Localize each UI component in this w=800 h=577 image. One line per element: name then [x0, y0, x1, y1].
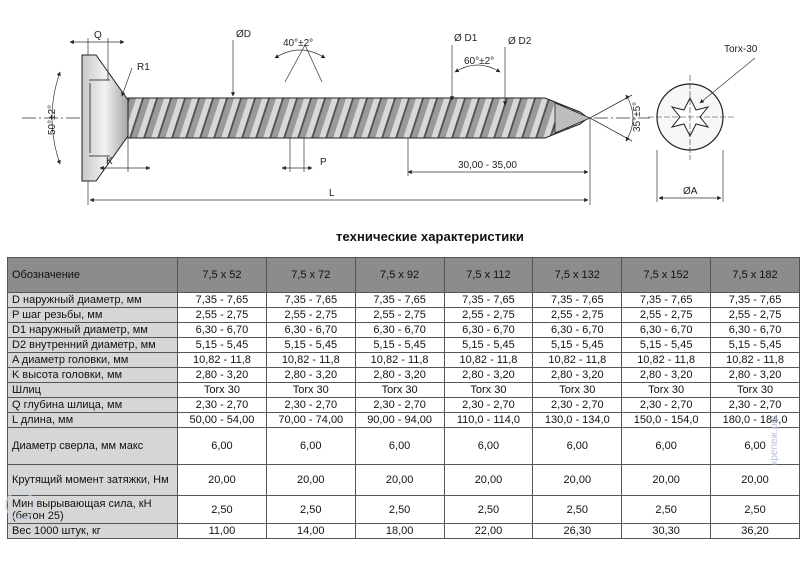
table-row — [8, 338, 800, 353]
value-cell: 110,0 - 114,0 — [444, 413, 533, 428]
table-header-row — [8, 258, 800, 293]
value-cell: 7,35 - 7,65 — [355, 293, 444, 308]
value-cell: 6,30 - 6,70 — [533, 323, 622, 338]
value-cell: 6,00 — [444, 428, 533, 465]
value-cell: 10,82 - 11,8 — [355, 353, 444, 368]
row-label-cell: P шаг резьбы, мм — [8, 308, 178, 323]
watermark-text: крепеж.рф — [769, 415, 780, 465]
header-cell: 7,5 x 182 — [711, 258, 800, 293]
row-label-cell: Диаметр сверла, мм макс — [8, 428, 178, 465]
label-p: P — [320, 157, 327, 168]
table-row — [8, 428, 800, 465]
table-row — [8, 524, 800, 539]
row-label-cell: Крутящий момент затяжки, Нм — [8, 465, 178, 496]
value-cell: 20,00 — [355, 465, 444, 496]
row-label-cell: K высота головки, мм — [8, 368, 178, 383]
value-cell: 20,00 — [444, 465, 533, 496]
value-cell: 150,0 - 154,0 — [622, 413, 711, 428]
value-cell: 26,30 — [533, 524, 622, 539]
value-cell: 7,35 - 7,65 — [178, 293, 267, 308]
value-cell: 50,00 - 54,00 — [178, 413, 267, 428]
table-row — [8, 353, 800, 368]
value-cell: 7,35 - 7,65 — [444, 293, 533, 308]
value-cell: 2,80 - 3,20 — [711, 368, 800, 383]
value-cell: 6,30 - 6,70 — [622, 323, 711, 338]
value-cell: 7,35 - 7,65 — [622, 293, 711, 308]
value-cell: Torx 30 — [178, 383, 267, 398]
header-cell: 7,5 x 152 — [622, 258, 711, 293]
value-cell: 36,20 — [711, 524, 800, 539]
label-r1: R1 — [137, 62, 150, 73]
label-thread-length: 30,00 - 35,00 — [458, 160, 517, 171]
value-cell: 30,30 — [622, 524, 711, 539]
row-label-cell: A диаметр головки, мм — [8, 353, 178, 368]
value-cell: 6,00 — [533, 428, 622, 465]
value-cell: Torx 30 — [533, 383, 622, 398]
value-cell: Torx 30 — [355, 383, 444, 398]
table-title: технические характеристики — [335, 229, 525, 244]
value-cell: 2,50 — [533, 496, 622, 524]
row-label-cell: Шлиц — [8, 383, 178, 398]
row-label-cell: Мин вырывающая сила, кН (бетон 25) — [8, 496, 178, 524]
value-cell: 20,00 — [266, 465, 355, 496]
value-cell: 2,80 - 3,20 — [622, 368, 711, 383]
value-cell: 10,82 - 11,8 — [622, 353, 711, 368]
value-cell: 2,55 - 2,75 — [355, 308, 444, 323]
value-cell: 5,15 - 5,45 — [444, 338, 533, 353]
label-k: K — [106, 156, 113, 167]
label-angle-tip: 60°±2° — [464, 56, 495, 67]
screw-technical-drawing — [0, 0, 800, 225]
value-cell: 2,55 - 2,75 — [622, 308, 711, 323]
header-cell: 7,5 x 132 — [533, 258, 622, 293]
value-cell: 2,80 - 3,20 — [533, 368, 622, 383]
value-cell: 2,80 - 3,20 — [355, 368, 444, 383]
value-cell: 2,80 - 3,20 — [178, 368, 267, 383]
value-cell: Torx 30 — [266, 383, 355, 398]
value-cell: 18,00 — [355, 524, 444, 539]
value-cell: 6,00 — [266, 428, 355, 465]
value-cell: 7,35 - 7,65 — [533, 293, 622, 308]
value-cell: 2,55 - 2,75 — [533, 308, 622, 323]
table-row — [8, 413, 800, 428]
value-cell: 6,30 - 6,70 — [266, 323, 355, 338]
label-angle-head-top: 40°±2° — [283, 38, 314, 49]
value-cell: 2,30 - 2,70 — [711, 398, 800, 413]
value-cell: 5,15 - 5,45 — [266, 338, 355, 353]
value-cell: 2,50 — [355, 496, 444, 524]
value-cell: 5,15 - 5,45 — [355, 338, 444, 353]
label-torx: Torx-30 — [724, 44, 758, 55]
value-cell: 2,50 — [178, 496, 267, 524]
value-cell: 70,00 - 74,00 — [266, 413, 355, 428]
header-cell: 7,5 x 52 — [178, 258, 267, 293]
row-label-cell: Q глубина шлица, мм — [8, 398, 178, 413]
value-cell: 5,15 - 5,45 — [622, 338, 711, 353]
label-d1: Ø D1 — [454, 33, 478, 44]
value-cell: 10,82 - 11,8 — [711, 353, 800, 368]
table-row — [8, 308, 800, 323]
value-cell: 2,50 — [444, 496, 533, 524]
table-row — [8, 398, 800, 413]
watermark-logo-icon — [5, 490, 35, 520]
label-angle-end: 35°±5° — [632, 101, 643, 132]
value-cell: 5,15 - 5,45 — [178, 338, 267, 353]
value-cell: 14,00 — [266, 524, 355, 539]
value-cell: 2,30 - 2,70 — [178, 398, 267, 413]
table-row — [8, 465, 800, 496]
value-cell: Torx 30 — [711, 383, 800, 398]
value-cell: 6,30 - 6,70 — [355, 323, 444, 338]
header-cell: 7,5 x 112 — [444, 258, 533, 293]
value-cell: Torx 30 — [622, 383, 711, 398]
table-row — [8, 293, 800, 308]
value-cell: 7,35 - 7,65 — [711, 293, 800, 308]
value-cell: 2,30 - 2,70 — [533, 398, 622, 413]
value-cell: 22,00 — [444, 524, 533, 539]
value-cell: 180,0 - 184,0 — [711, 413, 800, 428]
screw-head — [82, 55, 128, 181]
specifications-table — [7, 257, 800, 539]
value-cell: 20,00 — [711, 465, 800, 496]
value-cell: 10,82 - 11,8 — [444, 353, 533, 368]
value-cell: 2,50 — [711, 496, 800, 524]
value-cell: 20,00 — [178, 465, 267, 496]
value-cell: 6,00 — [178, 428, 267, 465]
label-d: ØD — [236, 29, 251, 40]
label-a: ØA — [683, 186, 698, 197]
value-cell: 2,50 — [622, 496, 711, 524]
screw-thread — [128, 98, 588, 138]
header-cell: 7,5 x 72 — [266, 258, 355, 293]
value-cell: 2,55 - 2,75 — [178, 308, 267, 323]
header-cell: 7,5 x 92 — [355, 258, 444, 293]
value-cell: 6,00 — [355, 428, 444, 465]
value-cell: 2,80 - 3,20 — [444, 368, 533, 383]
label-q: Q — [94, 30, 102, 41]
value-cell: 5,15 - 5,45 — [711, 338, 800, 353]
value-cell: 10,82 - 11,8 — [533, 353, 622, 368]
table-row — [8, 368, 800, 383]
row-label-cell: L длина, мм — [8, 413, 178, 428]
value-cell: 6,30 - 6,70 — [178, 323, 267, 338]
value-cell: 11,00 — [178, 524, 267, 539]
value-cell: Torx 30 — [444, 383, 533, 398]
value-cell: 6,30 - 6,70 — [711, 323, 800, 338]
table-row — [8, 323, 800, 338]
value-cell: 2,55 - 2,75 — [266, 308, 355, 323]
value-cell: 20,00 — [622, 465, 711, 496]
value-cell: 6,30 - 6,70 — [444, 323, 533, 338]
value-cell: 2,30 - 2,70 — [622, 398, 711, 413]
value-cell: 10,82 - 11,8 — [178, 353, 267, 368]
value-cell: 6,00 — [711, 428, 800, 465]
value-cell: 2,30 - 2,70 — [444, 398, 533, 413]
row-label-cell: D наружный диаметр, мм — [8, 293, 178, 308]
table-row — [8, 383, 800, 398]
label-angle-head: 50°±2° — [47, 104, 58, 135]
header-cell: Обозначение — [8, 258, 178, 293]
value-cell: 130,0 - 134,0 — [533, 413, 622, 428]
row-label-cell: D2 внутренний диаметр, мм — [8, 338, 178, 353]
value-cell: 6,00 — [622, 428, 711, 465]
label-d2: Ø D2 — [508, 36, 532, 47]
row-label-cell: D1 наружный диаметр, мм — [8, 323, 178, 338]
row-label-cell: Вес 1000 штук, кг — [8, 524, 178, 539]
value-cell: 2,55 - 2,75 — [444, 308, 533, 323]
value-cell: 2,55 - 2,75 — [711, 308, 800, 323]
table-row — [8, 496, 800, 524]
value-cell: 90,00 - 94,00 — [355, 413, 444, 428]
value-cell: 2,30 - 2,70 — [266, 398, 355, 413]
value-cell: 2,80 - 3,20 — [266, 368, 355, 383]
value-cell: 2,50 — [266, 496, 355, 524]
value-cell: 2,30 - 2,70 — [355, 398, 444, 413]
value-cell: 10,82 - 11,8 — [266, 353, 355, 368]
label-l: L — [329, 188, 335, 199]
value-cell: 5,15 - 5,45 — [533, 338, 622, 353]
value-cell: 20,00 — [533, 465, 622, 496]
value-cell: 7,35 - 7,65 — [266, 293, 355, 308]
